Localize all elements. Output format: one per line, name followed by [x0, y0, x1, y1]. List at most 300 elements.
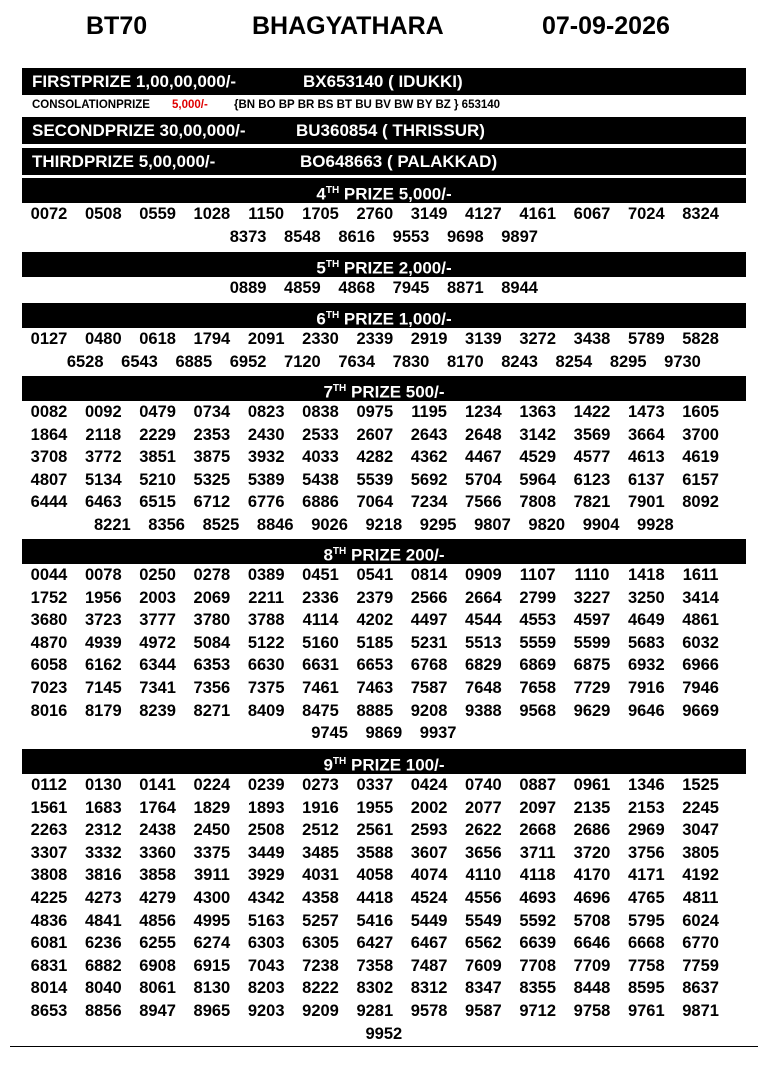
ticket-number: 9869 [365, 724, 403, 743]
ticket-number: 3700 [682, 425, 719, 444]
number-row [22, 634, 746, 657]
ticket-number: 0112 [31, 776, 67, 794]
draw-code: BT70 [86, 12, 148, 40]
ticket-number: 0337 [356, 776, 394, 794]
ticket-number: 4861 [682, 611, 719, 630]
ticket-number: 6123 [573, 470, 611, 489]
sixth-prize-suffix: TH [325, 310, 340, 321]
ticket-number: 8548 [284, 227, 321, 246]
ticket-number: 8203 [247, 979, 285, 998]
ticket-number: 6653 [356, 656, 394, 675]
ticket-number: 9295 [419, 515, 457, 534]
seventh-prize-heading [22, 376, 746, 401]
ticket-number: 4544 [465, 611, 502, 630]
ticket-number: 5559 [519, 633, 557, 652]
ticket-number: 3227 [573, 588, 611, 607]
ticket-number: 2330 [302, 330, 339, 348]
ticket-number: 3142 [519, 425, 557, 444]
ticket-number: 1107 [519, 566, 556, 584]
eighth-prize-heading [22, 539, 746, 564]
ticket-number: 7358 [356, 956, 394, 975]
ticket-number: 7487 [410, 956, 448, 975]
ticket-number: 8243 [501, 352, 538, 371]
ticket-number: 6712 [193, 493, 231, 512]
ticket-number: 4058 [356, 866, 394, 885]
number-row [22, 656, 746, 679]
ticket-number: 2607 [356, 425, 394, 444]
ticket-number: 4170 [573, 866, 611, 885]
first-prize-winner: BX653140 ( IDUKKI) [303, 72, 463, 91]
ticket-number: 2339 [356, 330, 394, 348]
ticket-number: 3360 [139, 843, 176, 862]
ticket-number: 4811 [682, 888, 719, 907]
ninth-prize-suffix: TH [332, 756, 347, 767]
ticket-number: 5449 [410, 911, 448, 930]
ticket-number: 8222 [302, 979, 339, 998]
ticket-number: 5549 [465, 911, 502, 930]
number-row [22, 724, 746, 747]
ticket-number: 9388 [465, 701, 502, 720]
ticket-number: 5795 [627, 911, 665, 930]
ticket-number: 7566 [465, 493, 502, 512]
ticket-number: 2336 [302, 588, 339, 607]
ticket-number: 8944 [501, 279, 538, 297]
ticket-number: 0389 [247, 566, 285, 584]
ticket-number: 3139 [465, 330, 502, 348]
ticket-number: 2664 [465, 588, 502, 607]
ticket-number: 1893 [247, 798, 285, 817]
ticket-number: 3929 [247, 866, 285, 885]
ticket-number: 2353 [193, 425, 231, 444]
ticket-number: 3808 [30, 866, 68, 885]
ticket-number: 1829 [193, 798, 231, 817]
ticket-number: 8525 [202, 515, 240, 534]
ticket-number: 0889 [229, 279, 267, 297]
ticket-number: 8409 [247, 701, 285, 720]
ticket-number: 1028 [193, 205, 231, 223]
ticket-number: 0734 [193, 403, 231, 421]
ticket-number: 0823 [247, 403, 285, 421]
ticket-number: 6427 [356, 934, 394, 953]
ticket-number: 3149 [410, 205, 448, 223]
ticket-number: 5163 [247, 911, 285, 930]
eighth-prize-ordinal: 8 [323, 545, 333, 565]
ticket-number: 2566 [410, 588, 448, 607]
ticket-number: 4868 [338, 279, 376, 297]
ticket-number: 1422 [573, 403, 611, 421]
ninth-prize-heading [22, 749, 746, 774]
ticket-number: 7375 [247, 678, 285, 697]
ticket-number: 8014 [30, 979, 68, 998]
ticket-number: 8947 [139, 1001, 176, 1020]
ticket-number: 1363 [519, 403, 557, 421]
ticket-number: 8295 [609, 352, 647, 371]
ticket-number: 0961 [573, 776, 611, 794]
ticket-number: 4031 [302, 866, 339, 885]
number-row [22, 679, 746, 702]
ticket-number: 8040 [84, 979, 122, 998]
ticket-number: 8179 [84, 701, 122, 720]
ticket-number: 4556 [465, 888, 502, 907]
ticket-number: 4418 [356, 888, 394, 907]
ticket-number: 4074 [410, 866, 448, 885]
number-row [22, 1025, 746, 1048]
ticket-number: 8965 [193, 1001, 231, 1020]
ticket-number: 7356 [193, 678, 231, 697]
ticket-number: 8475 [302, 701, 339, 720]
ticket-number: 3858 [139, 866, 176, 885]
ticket-number: 4597 [573, 611, 611, 630]
ticket-number: 6081 [30, 934, 68, 953]
ticket-number: 4577 [573, 448, 611, 467]
sixth-prize-ordinal: 6 [316, 309, 326, 329]
ticket-number: 3932 [247, 448, 285, 467]
ticket-number: 6515 [139, 493, 176, 512]
ticket-number: 9646 [627, 701, 665, 720]
ticket-number: 0909 [465, 566, 502, 584]
ticket-number: 3911 [193, 866, 230, 885]
ticket-number: 9730 [664, 352, 701, 371]
ticket-number: 0224 [193, 776, 231, 794]
ticket-number: 2648 [465, 425, 502, 444]
ticket-number: 7648 [465, 678, 502, 697]
ticket-number: 8221 [93, 515, 131, 534]
number-row [22, 979, 746, 1002]
first-prize-bar [22, 68, 746, 95]
fourth-prize-suffix: TH [325, 185, 340, 196]
ticket-number: 6875 [573, 656, 611, 675]
ticket-number: 4841 [84, 911, 122, 930]
ticket-number: 4362 [410, 448, 448, 467]
ticket-number: 0250 [139, 566, 176, 584]
ticket-number: 6768 [410, 656, 448, 675]
ticket-number: 6882 [84, 956, 122, 975]
ticket-number: 8347 [465, 979, 502, 998]
ticket-number: 4171 [627, 866, 665, 885]
number-row [22, 934, 746, 957]
ticket-number: 4529 [519, 448, 557, 467]
ticket-number: 8595 [627, 979, 665, 998]
ticket-number: 1794 [193, 330, 231, 348]
ticket-number: 2002 [410, 798, 448, 817]
ticket-number: 0541 [356, 566, 394, 584]
ticket-number: 3656 [465, 843, 502, 862]
ticket-number: 3816 [84, 866, 122, 885]
ticket-number: 6255 [139, 934, 176, 953]
ticket-number: 4358 [302, 888, 339, 907]
ticket-number: 5122 [247, 633, 285, 652]
ticket-number: 8637 [682, 979, 719, 998]
ticket-number: 5416 [356, 911, 394, 930]
ticket-number: 7945 [392, 279, 430, 297]
eighth-prize-numbers [22, 566, 746, 747]
ticket-number: 4110 [465, 866, 502, 885]
number-row [22, 776, 746, 799]
number-row [22, 866, 746, 889]
ticket-number: 0141 [139, 776, 176, 794]
ticket-number: 6776 [247, 493, 285, 512]
ticket-number: 4118 [519, 866, 556, 885]
ticket-number: 3588 [356, 843, 394, 862]
ticket-number: 6966 [682, 656, 719, 675]
ticket-number: 6305 [302, 934, 339, 953]
ticket-number: 2097 [519, 798, 557, 817]
ticket-number: 4859 [284, 279, 321, 297]
ticket-number: 2593 [410, 821, 448, 840]
ticket-number: 2245 [682, 798, 719, 817]
ticket-number: 2211 [248, 588, 285, 607]
ticket-number: 6463 [84, 493, 122, 512]
ticket-number: 4807 [30, 470, 68, 489]
ticket-number: 9568 [519, 701, 557, 720]
ticket-number: 2135 [573, 798, 611, 817]
ticket-number: 6157 [682, 470, 719, 489]
ticket-number: 1561 [30, 798, 68, 817]
ticket-number: 8871 [446, 279, 484, 297]
ticket-number: 0130 [84, 776, 122, 794]
draw-date: 07-09-2026 [542, 12, 670, 40]
ninth-prize-ordinal: 9 [323, 755, 333, 775]
ticket-number: 4856 [139, 911, 176, 930]
number-row [22, 799, 746, 822]
ticket-number: 9578 [410, 1001, 448, 1020]
number-row [22, 957, 746, 980]
ticket-number: 5084 [193, 633, 231, 652]
ticket-number: 7729 [573, 678, 611, 697]
ticket-number: 6137 [627, 470, 665, 489]
ticket-number: 2969 [627, 821, 665, 840]
ticket-number: 5160 [302, 633, 339, 652]
ticket-number: 3438 [573, 330, 611, 348]
ticket-number: 7946 [682, 678, 719, 697]
ticket-number: 8302 [356, 979, 394, 998]
ticket-number: 3047 [682, 821, 719, 840]
ticket-number: 0424 [410, 776, 448, 794]
ticket-number: 3788 [247, 611, 285, 630]
ticket-number: 9629 [573, 701, 611, 720]
ticket-number: 7023 [30, 678, 68, 697]
fifth-prize-suffix: TH [325, 259, 340, 270]
ticket-number: 7709 [573, 956, 611, 975]
number-row [22, 448, 746, 471]
ticket-number: 0480 [84, 330, 122, 348]
number-row [22, 821, 746, 844]
ticket-number: 6952 [229, 352, 267, 371]
ticket-number: 9026 [311, 515, 348, 534]
ticket-number: 1955 [356, 798, 394, 817]
ticket-number: 2003 [139, 588, 176, 607]
ticket-number: 3485 [302, 843, 339, 862]
fifth-prize-ordinal: 5 [316, 258, 326, 278]
ticket-number: 1916 [302, 798, 339, 817]
ticket-number: 1764 [139, 798, 176, 817]
ticket-number: 5828 [682, 330, 719, 348]
ticket-number: 4300 [193, 888, 231, 907]
fifth-prize-label: PRIZE 2,000/- [339, 258, 452, 278]
ticket-number: 2643 [410, 425, 448, 444]
ticket-number: 4225 [30, 888, 68, 907]
ticket-number: 8092 [682, 493, 719, 512]
ticket-number: 0887 [519, 776, 557, 794]
ticket-number: 3772 [84, 448, 122, 467]
consolation-amount: 5,000/- [172, 99, 208, 111]
ticket-number: 9712 [519, 1001, 557, 1020]
ticket-number: 8355 [519, 979, 557, 998]
ticket-number: 5964 [519, 470, 557, 489]
ticket-number: 5683 [627, 633, 665, 652]
ticket-number: 0814 [410, 566, 448, 584]
ninth-prize-label: PRIZE 100/- [346, 755, 445, 775]
ticket-number: 1956 [84, 588, 122, 607]
ticket-number: 1683 [84, 798, 122, 817]
ticket-number: 6631 [302, 656, 339, 675]
ticket-number: 3414 [682, 588, 719, 607]
ticket-number: 8885 [356, 701, 394, 720]
ticket-number: 4765 [627, 888, 665, 907]
ticket-number: 6915 [193, 956, 231, 975]
ticket-number: 7234 [410, 493, 448, 512]
ticket-number: 8356 [148, 515, 185, 534]
ticket-number: 4649 [627, 611, 665, 630]
ticket-number: 5185 [356, 633, 394, 652]
ticket-number: 9281 [356, 1001, 394, 1020]
ticket-number: 5592 [519, 911, 557, 930]
ticket-number: 8312 [410, 979, 448, 998]
number-row [22, 353, 746, 376]
seventh-prize-suffix: TH [332, 383, 347, 394]
consolation-prize-row [22, 96, 746, 115]
lottery-name: BHAGYATHARA [252, 12, 444, 40]
ticket-number: 7043 [247, 956, 285, 975]
ticket-number: 8324 [682, 205, 719, 223]
second-prize-bar [22, 117, 746, 144]
ticket-number: 7830 [392, 352, 430, 371]
ticket-number: 0740 [465, 776, 502, 794]
ticket-number: 3375 [193, 843, 231, 862]
ticket-number: 9698 [446, 227, 484, 246]
ticket-number: 2799 [519, 588, 557, 607]
ticket-number: 5231 [410, 633, 448, 652]
ticket-number: 2069 [193, 588, 231, 607]
ticket-number: 3307 [30, 843, 68, 862]
ticket-number: 7808 [519, 493, 557, 512]
ticket-number: 4342 [247, 888, 285, 907]
number-row [22, 279, 746, 302]
ticket-number: 6528 [66, 352, 104, 371]
ticket-number: 3777 [139, 611, 176, 630]
ticket-number: 6067 [573, 205, 611, 223]
ticket-number: 4279 [139, 888, 176, 907]
ticket-number: 0838 [302, 403, 339, 421]
ticket-number: 1234 [465, 403, 502, 421]
ticket-number: 8239 [139, 701, 176, 720]
ticket-number: 9928 [636, 515, 674, 534]
ticket-number: 6646 [573, 934, 611, 953]
ticket-number: 7463 [356, 678, 394, 697]
number-row [22, 1002, 746, 1025]
ticket-number: 2430 [247, 425, 285, 444]
ticket-number: 4273 [84, 888, 122, 907]
ticket-number: 2508 [247, 821, 285, 840]
ticket-number: 0082 [30, 403, 68, 421]
ticket-number: 5210 [139, 470, 176, 489]
ticket-number: 5789 [627, 330, 665, 348]
ticket-number: 7901 [627, 493, 665, 512]
number-row [22, 330, 746, 353]
eighth-prize-suffix: TH [332, 546, 347, 557]
ticket-number: 9761 [627, 1001, 665, 1020]
ticket-number: 9904 [582, 515, 620, 534]
ticket-number: 0559 [139, 205, 176, 223]
ticket-number: 7759 [682, 956, 719, 975]
ticket-number: 7145 [84, 678, 122, 697]
sixth-prize-heading [22, 303, 746, 328]
ticket-number: 9553 [392, 227, 430, 246]
ticket-number: 5134 [84, 470, 122, 489]
ticket-number: 6630 [247, 656, 285, 675]
ticket-number: 5389 [247, 470, 285, 489]
ticket-number: 6562 [465, 934, 502, 953]
number-row [22, 566, 746, 589]
ticket-number: 6770 [682, 934, 719, 953]
fifth-prize-numbers [22, 279, 746, 302]
ticket-number: 4202 [356, 611, 394, 630]
ticket-number: 0278 [193, 566, 231, 584]
ticket-number: 5539 [356, 470, 394, 489]
sixth-prize-label: PRIZE 1,000/- [339, 309, 452, 329]
ticket-number: 3723 [84, 611, 122, 630]
fourth-prize-label: PRIZE 5,000/- [339, 184, 452, 204]
ticket-number: 6353 [193, 656, 231, 675]
ticket-number: 5438 [302, 470, 339, 489]
ticket-number: 4619 [682, 448, 719, 467]
ticket-number: 3756 [627, 843, 665, 862]
ticket-number: 7821 [573, 493, 611, 512]
ticket-number: 4192 [682, 866, 719, 885]
ticket-number: 4467 [465, 448, 502, 467]
ninth-prize-numbers [22, 776, 746, 1047]
ticket-number: 4995 [193, 911, 231, 930]
ticket-number: 8170 [446, 352, 484, 371]
ticket-number: 4553 [519, 611, 557, 630]
number-row [22, 912, 746, 935]
ticket-number: 4939 [84, 633, 122, 652]
ticket-number: 8856 [84, 1001, 122, 1020]
ticket-number: 6869 [519, 656, 557, 675]
ticket-number: 7120 [284, 352, 321, 371]
ticket-number: 2760 [356, 205, 394, 223]
bottom-divider [10, 1046, 758, 1047]
ticket-number: 0127 [30, 330, 68, 348]
ticket-number: 8271 [193, 701, 231, 720]
fourth-prize-heading [22, 178, 746, 203]
ticket-number: 3851 [139, 448, 176, 467]
ticket-number: 3569 [573, 425, 611, 444]
number-row [22, 228, 746, 251]
ticket-number: 9209 [302, 1001, 339, 1020]
ticket-number: 1418 [627, 566, 665, 584]
ticket-number: 9871 [682, 1001, 719, 1020]
ticket-number: 7758 [627, 956, 665, 975]
ticket-number: 8448 [573, 979, 611, 998]
ticket-number: 1195 [411, 403, 447, 421]
ticket-number: 4836 [30, 911, 68, 930]
ticket-number: 5513 [465, 633, 502, 652]
ticket-number: 2077 [465, 798, 502, 817]
fourth-prize-ordinal: 4 [316, 184, 326, 204]
ticket-number: 6024 [682, 911, 719, 930]
ticket-number: 4524 [410, 888, 448, 907]
